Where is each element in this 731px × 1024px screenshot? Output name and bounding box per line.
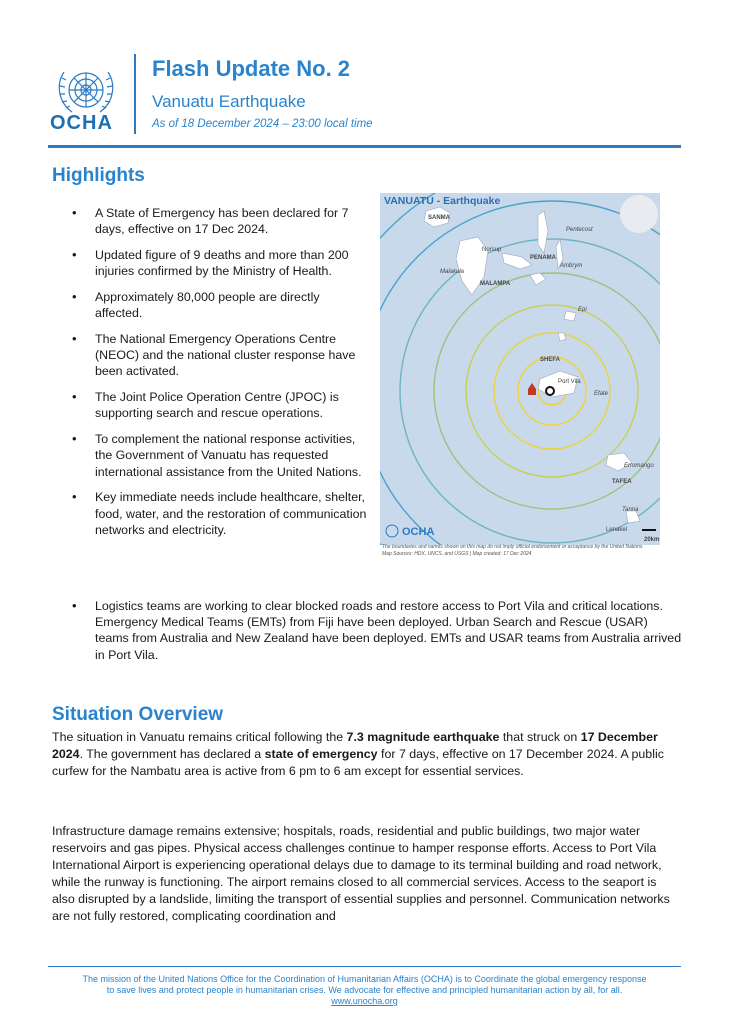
list-item: • Updated figure of 9 deaths and more than 200 injuries confirmed by the Ministry of Health. bbox=[68, 247, 368, 279]
document-header bbox=[48, 40, 688, 140]
map-label-ambrym: Ambrym bbox=[560, 263, 583, 269]
list-item: • Approximately 80,000 people are directly affected. bbox=[68, 289, 368, 321]
list-item: • A State of Emergency has been declared for 7 days, effective on 17 Dec 2024. bbox=[68, 205, 368, 237]
footer-rule bbox=[48, 966, 681, 967]
header-divider bbox=[134, 54, 136, 134]
ocha-logo-text: OCHA bbox=[50, 112, 113, 134]
page-title: Flash Update No. 2 bbox=[152, 56, 351, 81]
list-item: • The National Emergency Operations Centre (NEOC) and the national cluster response have been activated. bbox=[68, 331, 368, 380]
map-graphic bbox=[380, 193, 660, 545]
map-ocha-label: OCHA bbox=[402, 526, 435, 538]
list-item: • Logistics teams are working to clear blocked roads and restore access to Port Vila and critical locations. Emergency Medical Teams (EMTs) from Fiji have been deployed. Urban Search and Rescue (USAR) teams from Australia and New Zealand have been deployed. EMTs and USAR teams from Australia arrived in Port Vila. bbox=[68, 598, 683, 663]
map-title: VANUATU - Earthquake bbox=[384, 195, 501, 207]
highlights-list-wide bbox=[68, 598, 683, 663]
list-item: • The Joint Police Operation Centre (JPOC) is supporting search and rescue operations. bbox=[68, 389, 368, 421]
map-label-tafea: TAFEA bbox=[612, 479, 632, 485]
map-caption: The boundaries and names shown on this map do not imply official endorsement or acceptance by the United Nations. Map Sources: HDX, UNCS, and USGS | Map created: 17 Dec 2024 bbox=[382, 544, 644, 557]
list-item: • Key immediate needs include healthcare, shelter, food, water, and the restoration of communication networks and electricity. bbox=[68, 489, 368, 538]
map-label-lenakel: Lenakel bbox=[606, 527, 628, 533]
map-label-efate: Efate bbox=[594, 391, 609, 397]
map-label-penama: PENAMA bbox=[530, 255, 557, 261]
map-label-tanna: Tanna bbox=[622, 507, 639, 513]
map-label-sanma: SANMA bbox=[428, 215, 450, 221]
header-rule bbox=[48, 145, 681, 148]
locator-globe bbox=[620, 195, 658, 233]
scale-bar bbox=[642, 529, 656, 531]
as-of-date: As of 18 December 2024 – 23:00 local time bbox=[152, 118, 373, 130]
list-item: • To complement the national response activities, the Government of Vanuatu has requested international assistance from the United Nations. bbox=[68, 431, 368, 480]
map-label-shefa: SHEFA bbox=[540, 357, 561, 363]
earthquake-map bbox=[380, 193, 660, 565]
map-scale-label: 20km bbox=[644, 537, 660, 543]
page-subtitle: Vanuatu Earthquake bbox=[152, 92, 306, 111]
map-sea bbox=[380, 193, 660, 545]
map-label-norsup: Norsup bbox=[482, 247, 502, 253]
map-label-pentecost: Pentecost bbox=[566, 227, 593, 233]
highlights-list bbox=[68, 205, 368, 548]
map-label-port-vila: Port Vila bbox=[558, 379, 581, 385]
situation-paragraph-1: The situation in Vanuatu remains critical following the 7.3 magnitude earthquake that struck on 17 December 2024. The government has declared a state of emergency for 7 days, effective on 17 December 2024. A public curfew for the Nambatu area is active from 6 pm to 6 am except for essential services. bbox=[52, 730, 664, 778]
highlights-heading: Highlights bbox=[52, 165, 145, 186]
map-label-malampa: MALAMPA bbox=[480, 281, 511, 287]
situation-heading: Situation Overview bbox=[52, 704, 224, 725]
footer bbox=[48, 974, 681, 1007]
map-label-malakula: Malakula bbox=[440, 269, 465, 275]
map-label-epi: Epi bbox=[578, 307, 587, 313]
map-label-erromango: Erromango bbox=[624, 463, 654, 469]
situation-paragraph-2: Infrastructure damage remains extensive; hospitals, roads, residential and public buildings, two major water reservoirs and gas pipes. Physical access challenges continue to hamper response efforts. Access to Port Vila International Airport is experiencing operational delays due to damage to its terminal building and road network, while the runway is functioning. The airport remains closed to all commercial services. Access to the seaport is also disrupted by a landslide, limiting the transport of essential supplies and personnel. Communication networks are not fully restored, complicating coordination and bbox=[52, 824, 670, 923]
footer-website-link[interactable]: www.unocha.org bbox=[331, 996, 398, 1006]
footer-mission-line-2: to save lives and protect people in humanitarian crises. We advocate for effective and principled humanitarian action by all, for all. bbox=[106, 985, 623, 995]
footer-mission-line-1: The mission of the United Nations Office for the Coordination of Humanitarian Affairs (OCHA) is to Coordinate the global emergency response bbox=[82, 974, 647, 984]
